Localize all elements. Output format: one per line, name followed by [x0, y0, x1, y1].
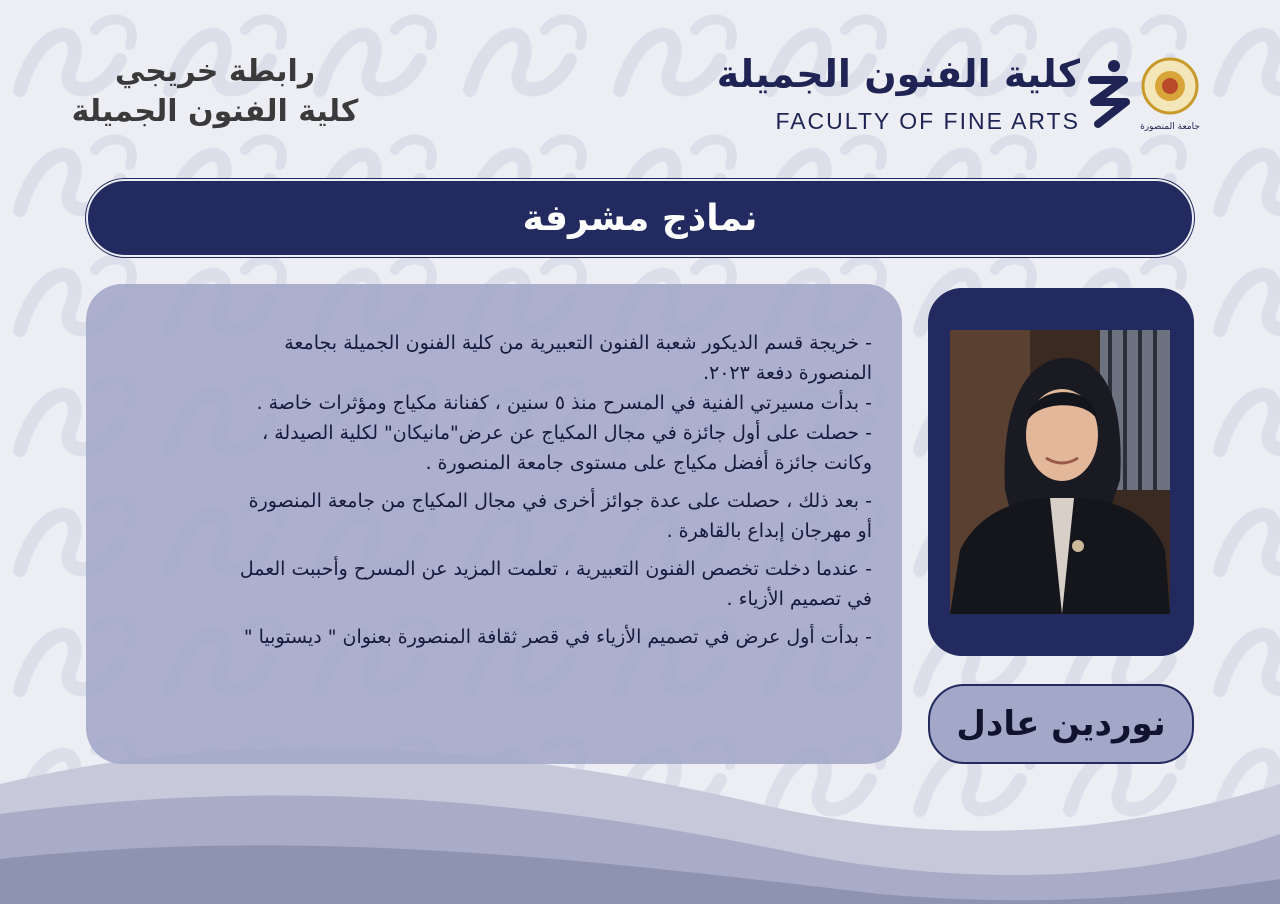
seal-emblem-icon [1140, 56, 1200, 120]
faculty-name-english: FACULTY OF FINE ARTS [775, 108, 1080, 134]
seal-label: جامعة المنصورة [1140, 122, 1200, 132]
faculty-mark-icon [1084, 58, 1130, 130]
bio-line: - عندما دخلت تخصص الفنون التعبيرية ، تعلمت المزيد عن المسرح وأحببت العمل [239, 558, 872, 580]
page-title-bar [86, 179, 1194, 257]
profile-photo [950, 330, 1170, 614]
bio-line: - بدأت أول عرض في تصميم الأزياء في قصر ثقافة المنصورة بعنوان " ديستوبيا " [243, 626, 872, 648]
bio-line: - خريجة قسم الديكور شعبة الفنون التعبيرية من كلية الفنون الجميلة بجامعة [284, 332, 872, 354]
university-seal [1140, 56, 1200, 132]
association-line-1: رابطة خريجي [114, 54, 316, 89]
profile-name-tag [928, 684, 1194, 764]
association-line-2: كلية الفنون الجميلة [71, 94, 359, 129]
bio-line: وكانت جائزة أفضل مكياج على مستوى جامعة المنصورة . [425, 452, 872, 474]
alumni-association-heading [70, 52, 360, 132]
bio-line: - حصلت على أول جائزة في مجال المكياج عن عرض"مانيكان" لكلية الصيدلة ، [262, 422, 872, 444]
bio-line: - بدأت مسيرتي الفنية في المسرح منذ ٥ سنين ، كفنانة مكياج ومؤثرات خاصة . [256, 392, 872, 414]
bio-line: أو مهرجان إبداع بالقاهرة . [666, 520, 872, 542]
biography-card [86, 284, 902, 764]
portrait-image [950, 330, 1170, 614]
bio-line: - بعد ذلك ، حصلت على عدة جوائز أخرى في مجال المكياج من جامعة المنصورة [248, 490, 872, 512]
bio-line: في تصميم الأزياء . [726, 588, 872, 610]
faculty-logo [700, 50, 1200, 140]
page-title: نماذج مشرفة [522, 197, 758, 239]
profile-photo-frame [928, 288, 1194, 656]
profile-name: نوردين عادل [956, 704, 1166, 744]
faculty-name-arabic: كلية الفنون الجميلة [716, 52, 1080, 96]
bio-line: المنصورة دفعة ٢٠٢٣. [702, 362, 872, 384]
